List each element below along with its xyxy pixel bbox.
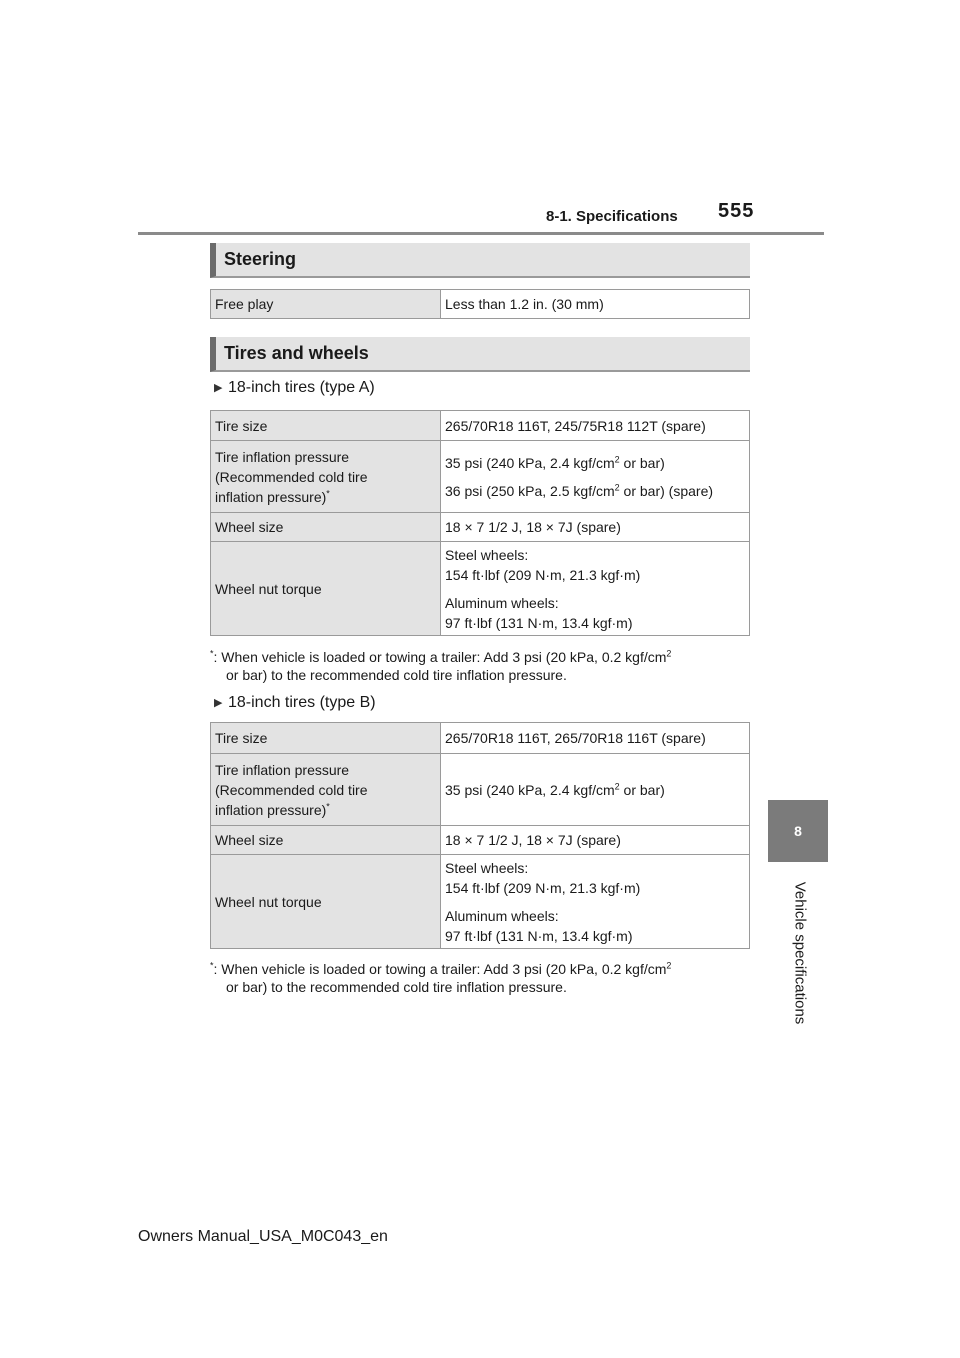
table-row (211, 441, 750, 513)
type-a-title-text: 18-inch tires (type A) (228, 379, 375, 396)
table-row (211, 723, 750, 754)
torque-label: Wheel nut torque (211, 855, 441, 949)
pressure-label: Tire inflation pressure (Recommended cold tire inflation pressure)* (211, 754, 441, 826)
type-b-title (214, 694, 376, 712)
triangle-bullet-icon: ▶ (214, 697, 223, 709)
table-row (211, 290, 750, 319)
pressure-label: Tire inflation pressure (Recommended cold tire inflation pressure)* (211, 441, 441, 513)
steering-table (210, 289, 750, 319)
tires-heading: Tires and wheels (210, 337, 750, 372)
footnote: *: When vehicle is loaded or towing a trailer: Add 3 psi (20 kPa, 0.2 kgf/$cm^2$ or bar) to the recommended cold tire inflation pressure. (210, 648, 672, 683)
steering-heading: Steering (210, 243, 750, 278)
torque-value: Steel wheels: 154 ft·lbf (209 N·m, 21.3 kgf·m) Aluminum wheels: 97 ft·lbf (131 N·m, 13.4 kgf·m) (441, 542, 750, 636)
free-play-label: Free play (211, 290, 441, 319)
type-a-title (214, 379, 375, 397)
pressure-value: 35 psi (240 kPa, 2.4 kgf/$cm^2$ or bar) 36 psi (250 kPa, 2.5 kgf/$cm^2$ or bar) (spare) (441, 441, 750, 513)
chapter-number: 8 (794, 823, 802, 839)
section-title: 8-1. Specifications (546, 208, 678, 225)
free-play-value: Less than 1.2 in. (30 mm) (441, 290, 750, 319)
type-a-table (210, 410, 750, 636)
wheel-size-label: Wheel size (211, 826, 441, 855)
chapter-label: Vehicle specifications (791, 881, 809, 1024)
tire-size-label: Tire size (211, 411, 441, 441)
table-row (211, 542, 750, 636)
chapter-tab (768, 800, 828, 862)
wheel-size-value: 18 × 7 1/2 J, 18 × 7J (spare) (441, 513, 750, 542)
wheel-size-label: Wheel size (211, 513, 441, 542)
pressure-value: 35 psi (240 kPa, 2.4 kgf/$cm^2$ or bar) (441, 754, 750, 826)
torque-value: Steel wheels: 154 ft·lbf (209 N·m, 21.3 kgf·m) Aluminum wheels: 97 ft·lbf (131 N·m, 13.4 kgf·m) (441, 855, 750, 949)
type-b-table (210, 722, 750, 949)
table-row (211, 411, 750, 441)
tire-size-value: 265/70R18 116T, 245/75R18 112T (spare) (441, 411, 750, 441)
table-row (211, 754, 750, 826)
table-row (211, 826, 750, 855)
tire-size-value: 265/70R18 116T, 265/70R18 116T (spare) (441, 723, 750, 754)
table-row (211, 855, 750, 949)
footer-doc-id: Owners Manual_USA_M0C043_en (138, 1228, 388, 1245)
torque-label: Wheel nut torque (211, 542, 441, 636)
table-row (211, 513, 750, 542)
header-divider (138, 232, 824, 235)
triangle-bullet-icon: ▶ (214, 382, 223, 394)
wheel-size-value: 18 × 7 1/2 J, 18 × 7J (spare) (441, 826, 750, 855)
chapter-side-label (790, 870, 810, 1035)
type-b-title-text: 18-inch tires (type B) (228, 694, 376, 711)
tire-size-label: Tire size (211, 723, 441, 754)
page-number: 555 (718, 200, 755, 222)
footnote: *: When vehicle is loaded or towing a trailer: Add 3 psi (20 kPa, 0.2 kgf/$cm^2$ or bar) to the recommended cold tire inflation pressure. (210, 960, 672, 995)
